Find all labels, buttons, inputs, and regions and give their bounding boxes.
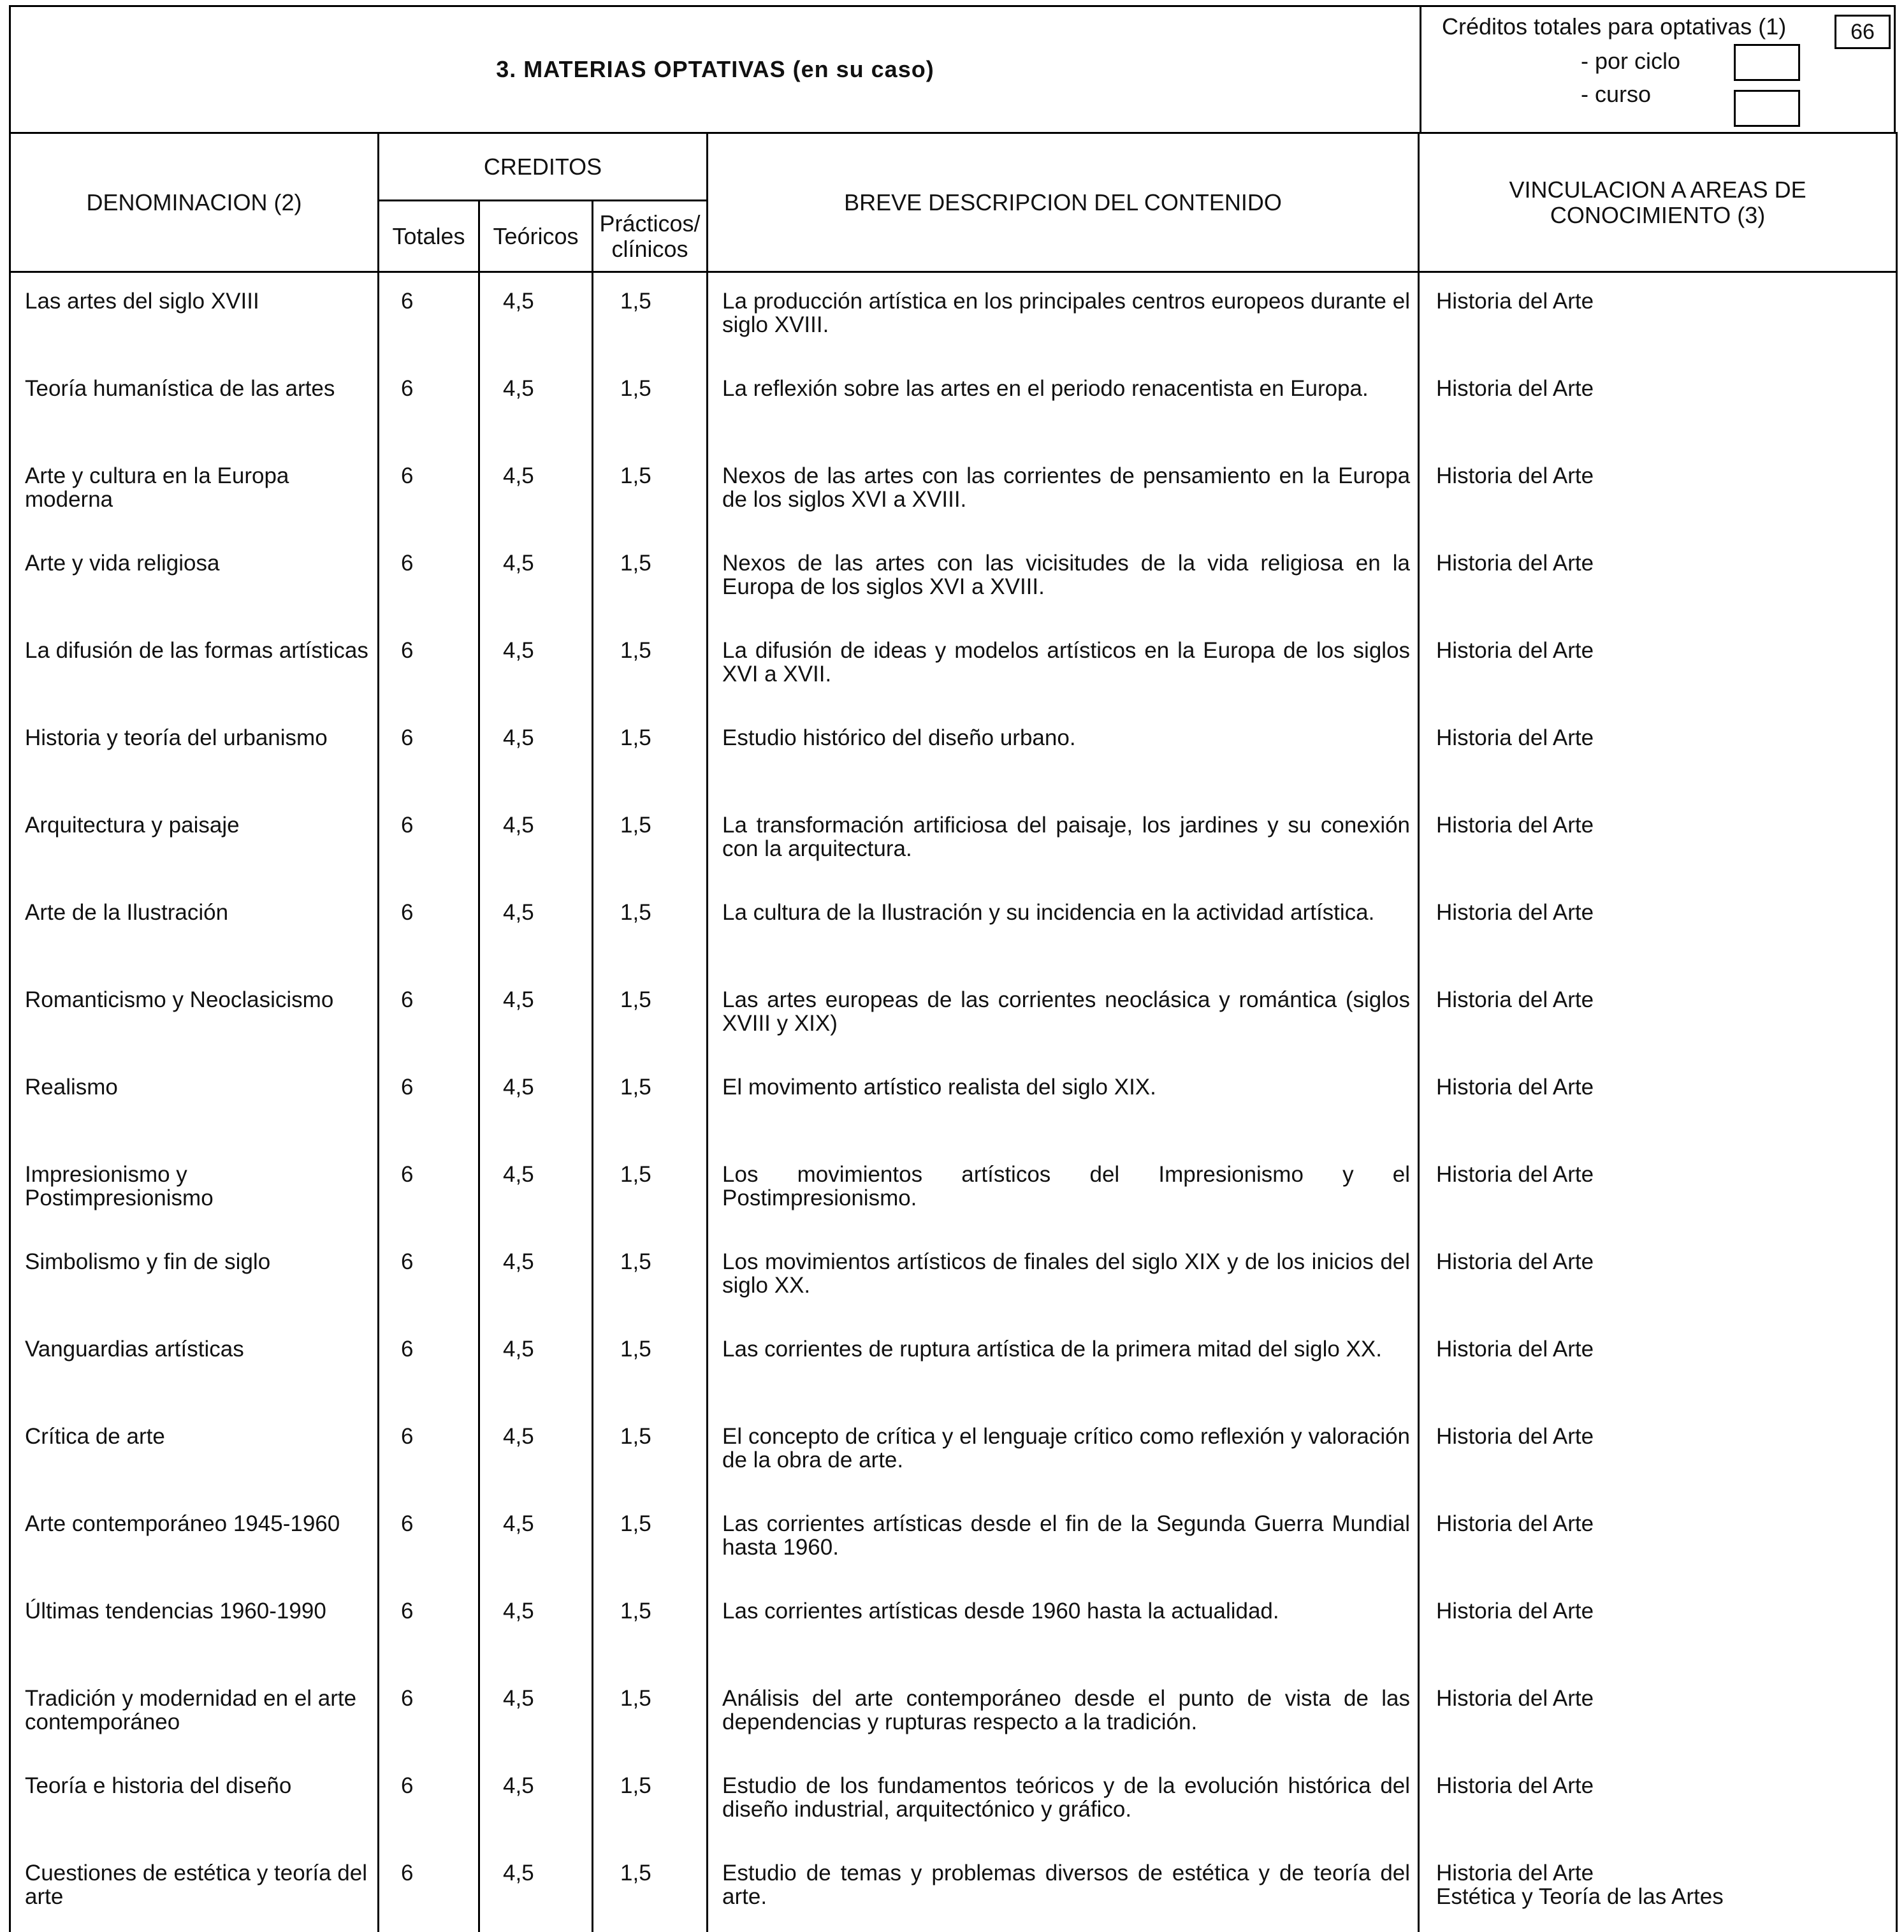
- area-conocimiento: [1419, 1583, 1897, 1670]
- creditos-teoricos: 4,5: [479, 971, 593, 1059]
- curso-box: [1734, 90, 1800, 127]
- creditos-practicos: 1,5: [593, 1408, 708, 1495]
- table-row: [10, 971, 1897, 1059]
- materia-name: Teoría e historia del diseño: [10, 1757, 379, 1845]
- materia-description: Estudio histórico del diseño urbano.: [708, 709, 1419, 797]
- materia-name: Realismo: [10, 1059, 379, 1146]
- header-block: [9, 5, 1896, 134]
- area-primary: Historia del Arte: [1436, 1163, 1889, 1186]
- creditos-teoricos: 4,5: [479, 1059, 593, 1146]
- area-primary: Historia del Arte: [1436, 1337, 1889, 1361]
- area-conocimiento: [1419, 1146, 1897, 1233]
- area-primary: Historia del Arte: [1436, 813, 1889, 837]
- creditos-teoricos: 4,5: [479, 1670, 593, 1757]
- creditos-totales: 6: [379, 971, 479, 1059]
- area-conocimiento: [1419, 797, 1897, 884]
- area-primary: Historia del Arte: [1436, 1599, 1889, 1623]
- creditos-practicos: 1,5: [593, 272, 708, 361]
- creditos-totales-box: 66: [1835, 15, 1891, 49]
- materia-name: Arte y vida religiosa: [10, 535, 379, 622]
- area-primary: Historia del Arte: [1436, 988, 1889, 1012]
- creditos-totales: 6: [379, 360, 479, 447]
- area-primary: Historia del Arte: [1436, 726, 1889, 750]
- creditos-practicos: 1,5: [593, 1059, 708, 1146]
- col-denominacion: DENOMINACION (2): [10, 133, 379, 272]
- area-primary: Historia del Arte: [1436, 1512, 1889, 1536]
- area-primary: Historia del Arte: [1436, 464, 1889, 488]
- creditos-totales-label: Créditos totales para optativas (1): [1442, 13, 1786, 40]
- creditos-totales: 6: [379, 622, 479, 709]
- table-row: [10, 622, 1897, 709]
- area-conocimiento: [1419, 1059, 1897, 1146]
- area-conocimiento: [1419, 272, 1897, 361]
- por-ciclo-label: - por ciclo: [1581, 48, 1680, 75]
- creditos-teoricos: 4,5: [479, 884, 593, 971]
- materia-name: Crítica de arte: [10, 1408, 379, 1495]
- creditos-totales: 6: [379, 1233, 479, 1321]
- creditos-totales: 6: [379, 1059, 479, 1146]
- materia-description: Los movimientos artísticos del Impresionismo y el Postimpresionismo.: [708, 1146, 1419, 1233]
- creditos-totales: 6: [379, 1408, 479, 1495]
- creditos-practicos: 1,5: [593, 1757, 708, 1845]
- area-conocimiento: [1419, 709, 1897, 797]
- table-row: [10, 1408, 1897, 1495]
- creditos-teoricos: 4,5: [479, 1583, 593, 1670]
- materia-description: La cultura de la Ilustración y su incidencia en la actividad artística.: [708, 884, 1419, 971]
- area-conocimiento: [1419, 1408, 1897, 1495]
- creditos-totales: 6: [379, 1845, 479, 1932]
- materia-description: La producción artística en los principales centros europeos durante el siglo XVIII.: [708, 272, 1419, 361]
- area-primary: Historia del Arte: [1436, 1687, 1889, 1710]
- creditos-totales: 6: [379, 1757, 479, 1845]
- materia-description: Nexos de las artes con las vicisitudes de la vida religiosa en la Europa de los siglos XVI a XVIII.: [708, 535, 1419, 622]
- section-title: 3. MATERIAS OPTATIVAS (en su caso): [11, 7, 1420, 132]
- col-teoricos: Teóricos: [479, 201, 593, 272]
- area-conocimiento: [1419, 1845, 1897, 1932]
- creditos-totales: 6: [379, 535, 479, 622]
- area-conocimiento: [1419, 1495, 1897, 1583]
- table-row: [10, 1233, 1897, 1321]
- creditos-practicos: 1,5: [593, 1845, 708, 1932]
- creditos-practicos: 1,5: [593, 797, 708, 884]
- area-primary: Historia del Arte: [1436, 1774, 1889, 1798]
- materia-name: Arte contemporáneo 1945-1960: [10, 1495, 379, 1583]
- creditos-teoricos: 4,5: [479, 360, 593, 447]
- creditos-teoricos: 4,5: [479, 272, 593, 361]
- table-row: [10, 272, 1897, 361]
- materia-name: Arte y cultura en la Europa moderna: [10, 447, 379, 535]
- area-primary: Historia del Arte: [1436, 1425, 1889, 1448]
- table-row: [10, 1670, 1897, 1757]
- materia-name: Arquitectura y paisaje: [10, 797, 379, 884]
- col-descripcion: BREVE DESCRIPCION DEL CONTENIDO: [708, 133, 1419, 272]
- materia-description: La reflexión sobre las artes en el periodo renacentista en Europa.: [708, 360, 1419, 447]
- creditos-totales: 6: [379, 1583, 479, 1670]
- creditos-practicos: 1,5: [593, 447, 708, 535]
- area-conocimiento: [1419, 884, 1897, 971]
- materia-name: Vanguardias artísticas: [10, 1321, 379, 1408]
- optativas-table: [9, 132, 1898, 1932]
- materia-description: Estudio de temas y problemas diversos de estética y de teoría del arte.: [708, 1845, 1419, 1932]
- area-primary: Historia del Arte: [1436, 901, 1889, 924]
- materia-description: La difusión de ideas y modelos artísticos en la Europa de los siglos XVI a XVII.: [708, 622, 1419, 709]
- area-conocimiento: [1419, 971, 1897, 1059]
- materia-name: Últimas tendencias 1960-1990: [10, 1583, 379, 1670]
- creditos-totales: 6: [379, 1146, 479, 1233]
- col-vinculacion: VINCULACION A AREAS DE CONOCIMIENTO (3): [1419, 133, 1897, 272]
- materia-name: Simbolismo y fin de siglo: [10, 1233, 379, 1321]
- creditos-practicos: 1,5: [593, 1670, 708, 1757]
- creditos-totales: 6: [379, 1495, 479, 1583]
- creditos-teoricos: 4,5: [479, 535, 593, 622]
- area-conocimiento: [1419, 447, 1897, 535]
- table-row: [10, 797, 1897, 884]
- creditos-practicos: 1,5: [593, 360, 708, 447]
- area-primary: Historia del Arte: [1436, 1250, 1889, 1274]
- creditos-practicos: 1,5: [593, 1233, 708, 1321]
- table-row: [10, 535, 1897, 622]
- creditos-totales: 6: [379, 1670, 479, 1757]
- materia-description: Las corrientes artísticas desde 1960 hasta la actualidad.: [708, 1583, 1419, 1670]
- creditos-teoricos: 4,5: [479, 797, 593, 884]
- area-primary: Historia del Arte: [1436, 1075, 1889, 1099]
- area-conocimiento: [1419, 1670, 1897, 1757]
- table-body: [10, 272, 1897, 1932]
- table-row: [10, 884, 1897, 971]
- creditos-practicos: 1,5: [593, 535, 708, 622]
- area-conocimiento: [1419, 1321, 1897, 1408]
- table-row: [10, 360, 1897, 447]
- materia-description: Análisis del arte contemporáneo desde el punto de vista de las dependencias y rupturas respecto a la tradición.: [708, 1670, 1419, 1757]
- table-row: [10, 1583, 1897, 1670]
- creditos-teoricos: 4,5: [479, 1146, 593, 1233]
- table-row: [10, 1146, 1897, 1233]
- area-conocimiento: [1419, 1757, 1897, 1845]
- creditos-teoricos: 4,5: [479, 1321, 593, 1408]
- materia-description: Estudio de los fundamentos teóricos y de la evolución histórica del diseño industrial, arquitectónico y gráfico.: [708, 1757, 1419, 1845]
- creditos-teoricos: 4,5: [479, 622, 593, 709]
- por-ciclo-box: [1734, 44, 1800, 81]
- materia-name: Tradición y modernidad en el arte contemporáneo: [10, 1670, 379, 1757]
- materia-description: La transformación artificiosa del paisaje, los jardines y su conexión con la arquitectura.: [708, 797, 1419, 884]
- creditos-totales: 6: [379, 272, 479, 361]
- materia-description: Los movimientos artísticos de finales del siglo XIX y de los inicios del siglo XX.: [708, 1233, 1419, 1321]
- materia-name: Las artes del siglo XVIII: [10, 272, 379, 361]
- materia-name: Teoría humanística de las artes: [10, 360, 379, 447]
- creditos-totales: 6: [379, 797, 479, 884]
- materia-description: El concepto de crítica y el lenguaje crítico como reflexión y valoración de la obra de arte.: [708, 1408, 1419, 1495]
- creditos-practicos: 1,5: [593, 622, 708, 709]
- materia-description: Las artes europeas de las corrientes neoclásica y romántica (siglos XVIII y XIX): [708, 971, 1419, 1059]
- table-row: [10, 709, 1897, 797]
- creditos-teoricos: 4,5: [479, 1757, 593, 1845]
- table-row: [10, 1059, 1897, 1146]
- credits-summary: [1420, 7, 1896, 132]
- table-row: [10, 1321, 1897, 1408]
- materia-name: Romanticismo y Neoclasicismo: [10, 971, 379, 1059]
- creditos-practicos: 1,5: [593, 1321, 708, 1408]
- creditos-teoricos: 4,5: [479, 709, 593, 797]
- creditos-practicos: 1,5: [593, 971, 708, 1059]
- document-page: [9, 5, 1896, 1471]
- area-conocimiento: [1419, 1233, 1897, 1321]
- table-row: [10, 1845, 1897, 1932]
- creditos-practicos: 1,5: [593, 1583, 708, 1670]
- creditos-teoricos: 4,5: [479, 1845, 593, 1932]
- area-secondary: Estética y Teoría de las Artes: [1436, 1885, 1889, 1908]
- creditos-totales: 6: [379, 709, 479, 797]
- materia-description: Nexos de las artes con las corrientes de pensamiento en la Europa de los siglos XVI a XVIII.: [708, 447, 1419, 535]
- col-practicos: Prácticos/ clínicos: [593, 201, 708, 272]
- creditos-practicos: 1,5: [593, 1146, 708, 1233]
- creditos-practicos: 1,5: [593, 1495, 708, 1583]
- materia-name: La difusión de las formas artísticas: [10, 622, 379, 709]
- materia-name: Cuestiones de estética y teoría del arte: [10, 1845, 379, 1932]
- table-row: [10, 1495, 1897, 1583]
- materia-name: Historia y teoría del urbanismo: [10, 709, 379, 797]
- creditos-teoricos: 4,5: [479, 447, 593, 535]
- creditos-teoricos: 4,5: [479, 1495, 593, 1583]
- materia-description: Las corrientes artísticas desde el fin de la Segunda Guerra Mundial hasta 1960.: [708, 1495, 1419, 1583]
- curso-label: - curso: [1581, 81, 1651, 108]
- creditos-teoricos: 4,5: [479, 1408, 593, 1495]
- area-conocimiento: [1419, 622, 1897, 709]
- creditos-practicos: 1,5: [593, 709, 708, 797]
- col-creditos: CREDITOS: [379, 133, 708, 201]
- col-totales: Totales: [379, 201, 479, 272]
- creditos-totales: 6: [379, 447, 479, 535]
- area-primary: Historia del Arte: [1436, 377, 1889, 400]
- table-row: [10, 447, 1897, 535]
- area-primary: Historia del Arte: [1436, 289, 1889, 313]
- area-primary: Historia del Arte: [1436, 551, 1889, 575]
- creditos-totales: 6: [379, 1321, 479, 1408]
- table-row: [10, 1757, 1897, 1845]
- creditos-totales: 6: [379, 884, 479, 971]
- creditos-teoricos: 4,5: [479, 1233, 593, 1321]
- area-conocimiento: [1419, 360, 1897, 447]
- materia-description: El movimento artístico realista del siglo XIX.: [708, 1059, 1419, 1146]
- materia-name: Impresionismo y Postimpresionismo: [10, 1146, 379, 1233]
- area-primary: Historia del Arte: [1436, 1861, 1889, 1885]
- materia-name: Arte de la Ilustración: [10, 884, 379, 971]
- area-conocimiento: [1419, 535, 1897, 622]
- materia-description: Las corrientes de ruptura artística de la primera mitad del siglo XX.: [708, 1321, 1419, 1408]
- area-primary: Historia del Arte: [1436, 639, 1889, 662]
- creditos-practicos: 1,5: [593, 884, 708, 971]
